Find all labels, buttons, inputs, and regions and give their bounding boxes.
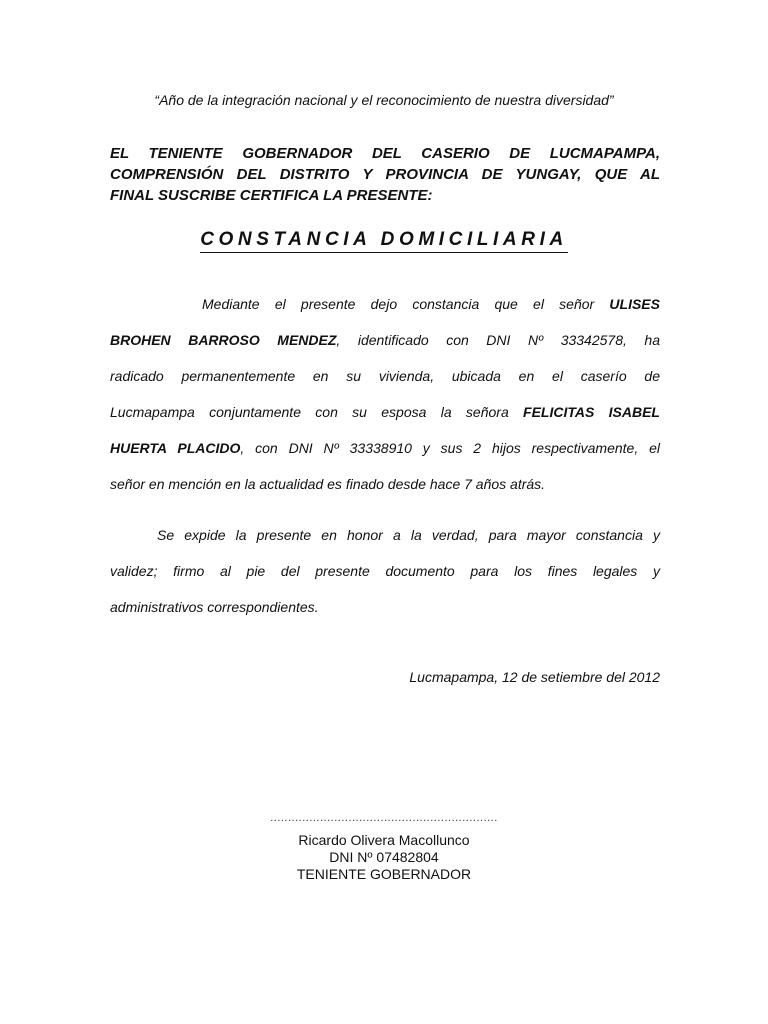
spouse-surname: HUERTA PLACIDO <box>110 440 241 456</box>
heading-line-1: EL TENIENTE GOBERNADOR DEL CASERIO DE LUCMAPAMPA, <box>110 145 660 162</box>
paragraph-2-line-3: administrativos correspondientes. <box>110 599 319 615</box>
heading-line-3: FINAL SUSCRIBE CERTIFICA LA PRESENTE: <box>110 187 433 204</box>
signature-block <box>0 832 768 883</box>
paragraph-1-line-5 <box>110 430 660 466</box>
paragraph-1-line-1 <box>110 286 660 322</box>
signer-name: Ricardo Olivera Macollunco <box>298 832 470 848</box>
paragraph-1-line-4 <box>110 394 660 430</box>
paragraph-2-line-2: validez; firmo al pie del presente documento para los fines legales y <box>110 563 660 579</box>
paragraph-1-text: Lucmapampa conjuntamente con su esposa la señora <box>110 404 524 420</box>
paragraph-1 <box>110 286 660 502</box>
paragraph-1-text: Mediante el presente dejo constancia que el señor <box>202 296 610 312</box>
date-line: Lucmapampa, 12 de setiembre del 2012 <box>409 669 660 685</box>
document-title-wrapper <box>0 228 768 253</box>
paragraph-2 <box>110 517 660 625</box>
document-heading <box>110 143 660 206</box>
paragraph-1-line-6: señor en mención en la actualidad es finado desde hace 7 años atrás. <box>110 476 546 492</box>
document-title: CONSTANCIA DOMICILIARIA <box>200 228 568 253</box>
paragraph-1-line-2 <box>110 322 660 358</box>
motto-line: “Año de la integración nacional y el reconocimiento de nuestra diversidad” <box>154 92 614 108</box>
spouse-first-name: FELICITAS ISABEL <box>523 404 660 420</box>
person-surname: BROHEN BARROSO MENDEZ <box>110 332 337 348</box>
heading-line-2: COMPRENSIÓN DEL DISTRITO Y PROVINCIA DE YUNGAY, QUE AL <box>110 166 660 183</box>
person-first-name: ULISES <box>609 296 660 312</box>
signer-dni: DNI Nº 07482804 <box>329 849 439 865</box>
paragraph-2-line-1: Se expide la presente en honor a la verdad, para mayor constancia y <box>157 527 660 543</box>
paragraph-1-text: , con DNI Nº 33338910 y sus 2 hijos respectivamente, el <box>240 440 660 456</box>
paragraph-1-text: , identificado con DNI Nº 33342578, ha <box>336 332 660 348</box>
signature-line: ................................................................ <box>270 812 498 824</box>
paragraph-1-line-3: radicado permanentemente en su vivienda, ubicada en el caserío de <box>110 368 660 384</box>
signer-role: TENIENTE GOBERNADOR <box>296 866 472 882</box>
